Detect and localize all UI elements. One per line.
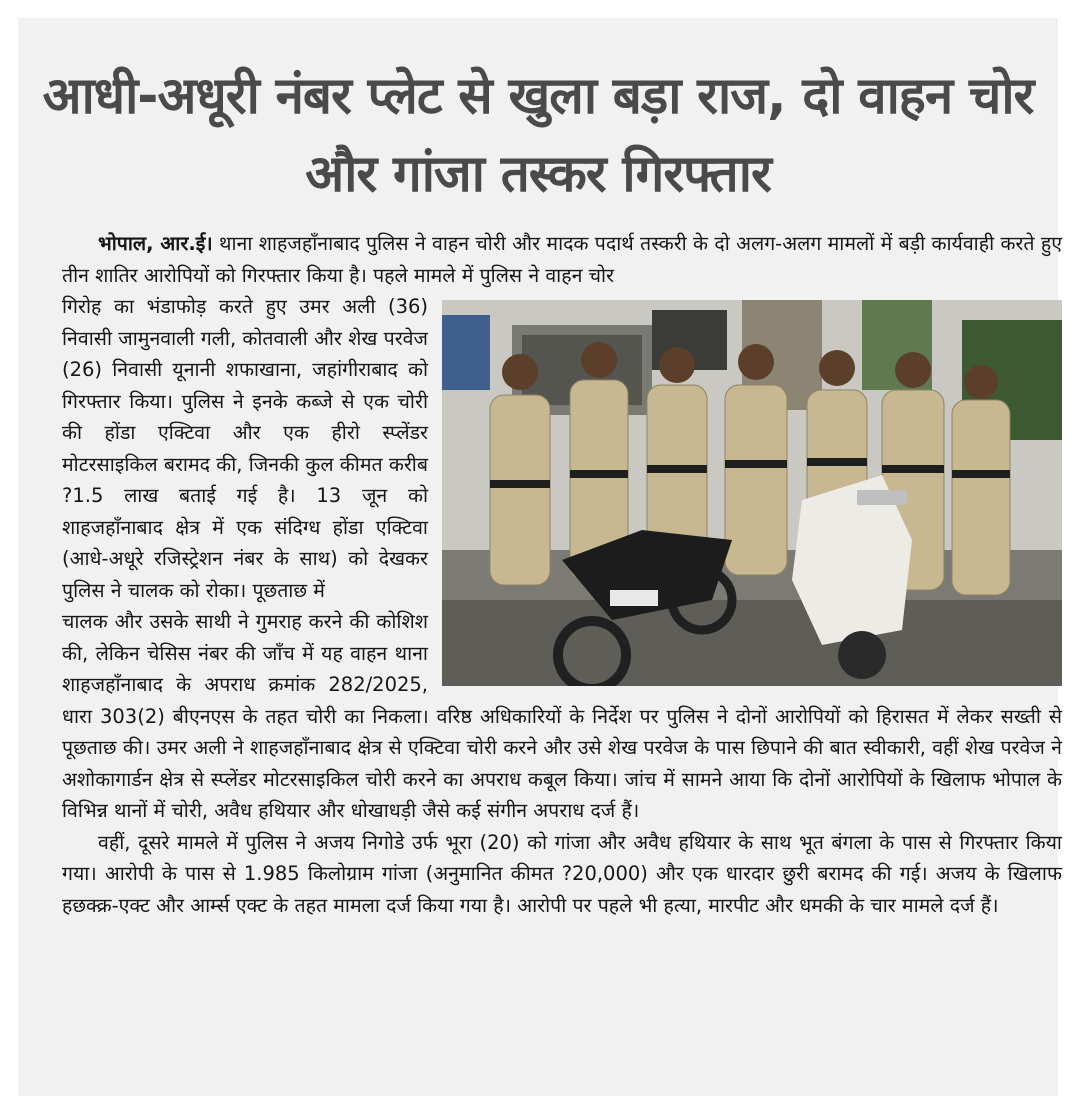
paragraph-1-beside-photo: गिरोह का भंडाफोड़ करते हुए उमर अली (36) निवासी जामुनवाली गली, कोतवाली और शेख परवेज (26) निवासी यूनानी शफाखाना, जहांगीराबाद को गिरफ्तार किया। पुलिस ने इनके कब्जे से एक चोरी की होंडा एक्टिवा और एक हीरो स्प्लेंडर मोटरसाइकिल बरामद की, जिनकी कुल कीमत करीब ?1.5 लाख बताई गई है। 13 जून को शाहजहाँनाबाद क्षेत्र में एक संदिग्ध होंडा एक्टिवा (आधे-अधूरे रजिस्ट्रेशन नंबर के साथ) को देखकर पुलिस ने चालक को रोका। पूछताछ में — [62, 295, 428, 602]
newspaper-clipping — [18, 18, 1062, 1096]
dateline: भोपाल, आर.ई। — [98, 232, 213, 255]
headline: आधी-अधूरी नंबर प्लेट से खुला बड़ा राज, दो वाहन चोर और गांजा तस्कर गिरफ्तार — [42, 67, 1034, 204]
paragraph-1-lead — [62, 228, 1062, 291]
paragraph-1-rest: चालक और उसके साथी ने गुमराह करने की कोशिश की, लेकिन चेसिस नंबर की जाँच में यह वाहन थाना शाहजहाँनाबाद के अपराध क्रमांक 282/2025, धारा 303(2) बीएनएस के तहत चोरी का निकला। वरिष्ठ अधिकारियों के निर्देश पर पुलिस ने दोनों आरोपियों को हिरासत में लेकर सख्ती से पूछताछ की। उमर अली ने शाहजहाँनाबाद क्षेत्र से एक्टिवा चोरी करने और उसे शेख परवेज के पास छिपाने की बात स्वीकारी, वहीं शेख परवेज ने अशोकागार्डन क्षेत्र से स्प्लेंडर मोटरसाइकिल चोरी करने का अपराध कबूल किया। जांच में सामने आया कि दोनों आरोपियों के खिलाफ भोपाल के विभिन्न थानों में चोरी, अवैध हथियार और धोखाधड़ी जैसे कई संगीन अपराध दर्ज हैं। — [62, 610, 1062, 822]
photo-illustration — [442, 300, 1062, 686]
police-group-photo — [442, 300, 1062, 686]
paragraph-1-lead-text: थाना शाहजहाँनाबाद पुलिस ने वाहन चोरी और मादक पदार्थ तस्करी के दो अलग-अलग मामलों में बड़ी कार्यवाही करते हुए तीन शातिर आरोपियों को गिरफ्तार किया है। पहले मामले में पुलिस ने वाहन चोर — [62, 232, 1062, 287]
article-body — [62, 228, 1062, 921]
paragraph-2: वहीं, दूसरे मामले में पुलिस ने अजय निगोडे उर्फ भूरा (20) को गांजा और अवैध हथियार के साथ भूत बंगला के पास से गिरफ्तार किया गया। आरोपी के पास से 1.985 किलोग्राम गांजा (अनुमानित कीमत ?20,000) और एक धारदार छुरी बरामद की गई। अजय के खिलाफ हछक्क्र-एक्ट और आर्म्स एक्ट के तहत मामला दर्ज किया गया है। आरोपी पर पहले भी हत्या, मारपीट और धमकी के चार मामले दर्ज हैं। — [62, 830, 1062, 917]
